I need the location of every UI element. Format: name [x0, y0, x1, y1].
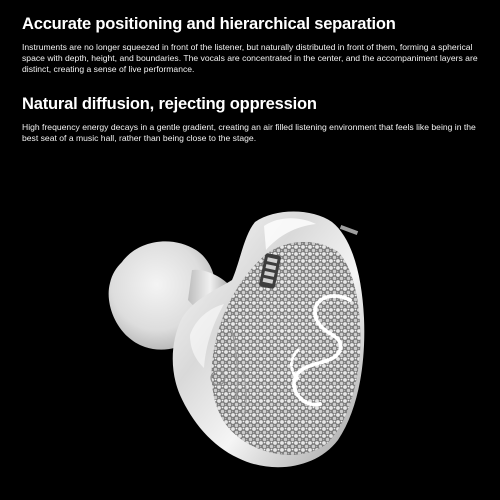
section-heading: Accurate positioning and hierarchical separation	[22, 15, 396, 33]
section-heading: Natural diffusion, rejecting oppression	[22, 95, 317, 113]
section-body: High frequency energy decays in a gentle gradient, creating an air filled listening environment that feels like being in the best seat of a music hall, rather than being close to the stage.	[22, 122, 476, 143]
section-body: Instruments are no longer squeezed in front of the listener, but naturally distributed in front of them, forming a spherical space with depth, height, and boundaries. The vocals are concentrated in the center, and the accompaniment layers are distinct, creating a sense of live performance.	[22, 42, 478, 74]
